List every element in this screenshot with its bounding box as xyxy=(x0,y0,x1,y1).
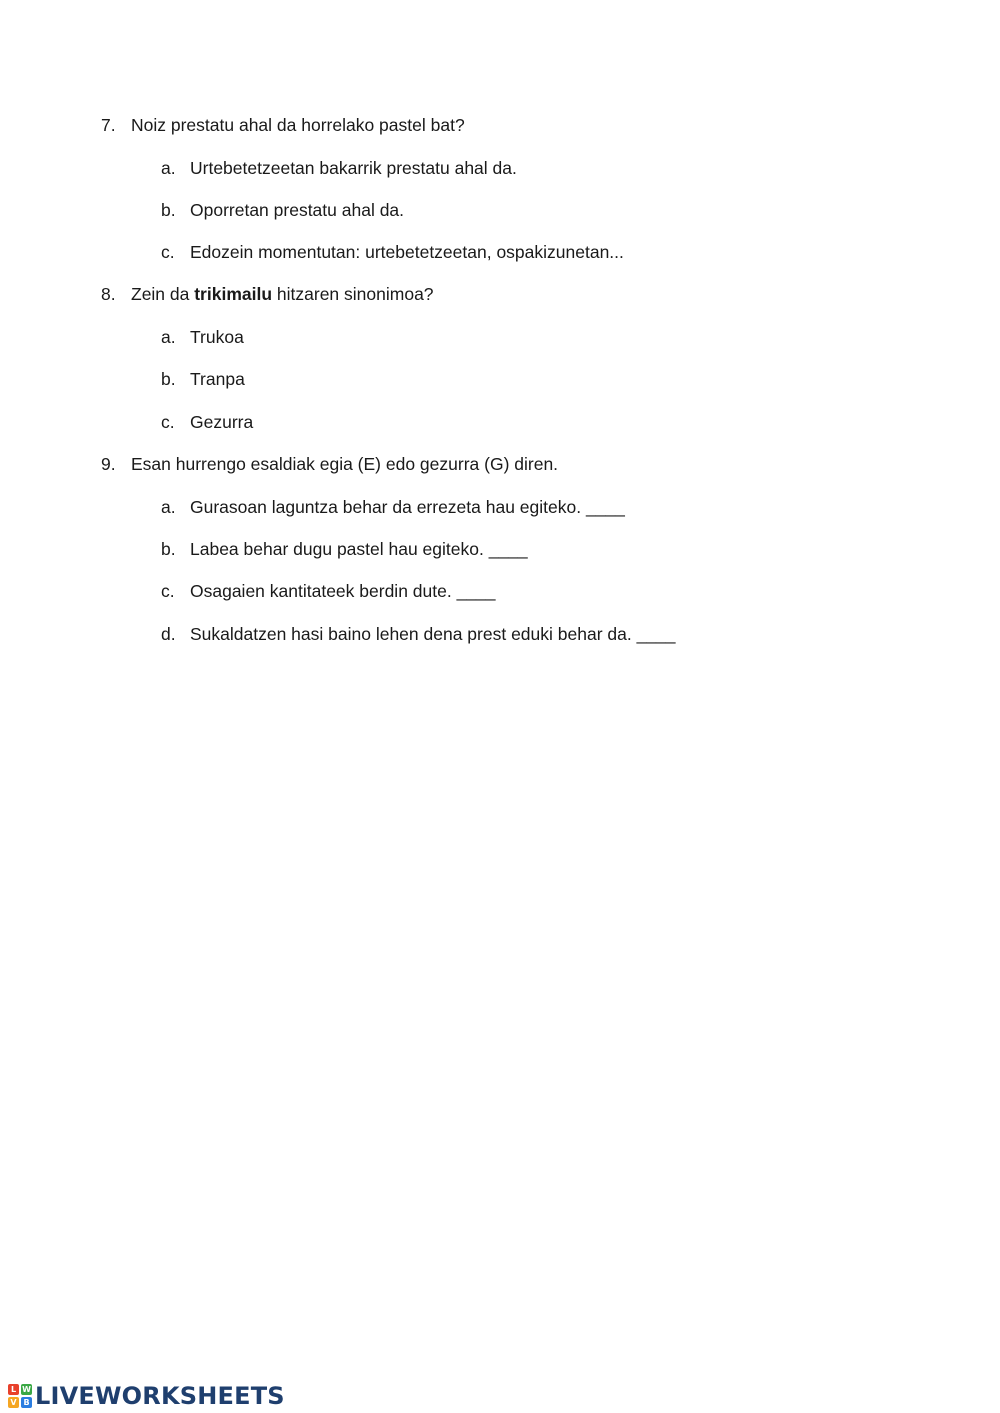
liveworksheets-logo[interactable] xyxy=(8,1381,285,1411)
option-text: Urtebetetzeetan bakarrik prestatu ahal da. xyxy=(190,158,517,178)
question-text-part: Zein da xyxy=(131,284,195,304)
question-text-part: Esan hurrengo esaldiak egia (E) edo gezurra (G) diren. xyxy=(131,454,559,474)
option-letter: b. xyxy=(161,200,176,220)
option-text: Tranpa xyxy=(190,369,245,389)
option-text: Gurasoan laguntza behar da errezeta hau egiteko. ____ xyxy=(190,497,625,517)
question-number: 8. xyxy=(101,284,116,304)
option-letter: b. xyxy=(161,369,176,389)
logo-tile: L xyxy=(8,1384,19,1395)
logo-mark-icon xyxy=(8,1384,32,1408)
question-text xyxy=(131,284,434,304)
option-text: Sukaldatzen hasi baino lehen dena prest eduki behar da. ____ xyxy=(190,624,676,644)
logo-tile: B xyxy=(21,1397,32,1408)
question-text-part: hitzaren sinonimoa? xyxy=(272,284,434,304)
option-letter: a. xyxy=(161,158,176,178)
question-text xyxy=(131,454,558,474)
option-text: Oporretan prestatu ahal da. xyxy=(190,200,405,220)
question-bold-word: trikimailu xyxy=(194,284,273,304)
option-text: Trukoa xyxy=(190,327,244,347)
question-number: 7. xyxy=(101,115,116,135)
option-text: Labea behar dugu pastel hau egiteko. ____ xyxy=(190,539,528,559)
option-letter: b. xyxy=(161,539,176,559)
question-number: 9. xyxy=(101,454,116,474)
option-letter: c. xyxy=(161,412,175,432)
question-text xyxy=(131,115,465,135)
option-letter: a. xyxy=(161,327,176,347)
logo-tile: V xyxy=(8,1397,19,1408)
question-text-part: Noiz prestatu ahal da horrelako pastel bat? xyxy=(131,115,465,135)
logo-tile: W xyxy=(22,1385,31,1394)
logo-text: LIVEWORKSHEETS xyxy=(35,1382,285,1410)
option-text: Edozein momentutan: urtebetetzeetan, ospakizunetan... xyxy=(190,242,624,262)
option-letter: c. xyxy=(161,581,175,601)
option-text: Osagaien kantitateek berdin dute. ____ xyxy=(190,581,496,601)
option-letter: d. xyxy=(161,624,176,644)
option-text: Gezurra xyxy=(190,412,254,432)
option-letter: c. xyxy=(161,242,175,262)
option-letter: a. xyxy=(161,497,176,517)
